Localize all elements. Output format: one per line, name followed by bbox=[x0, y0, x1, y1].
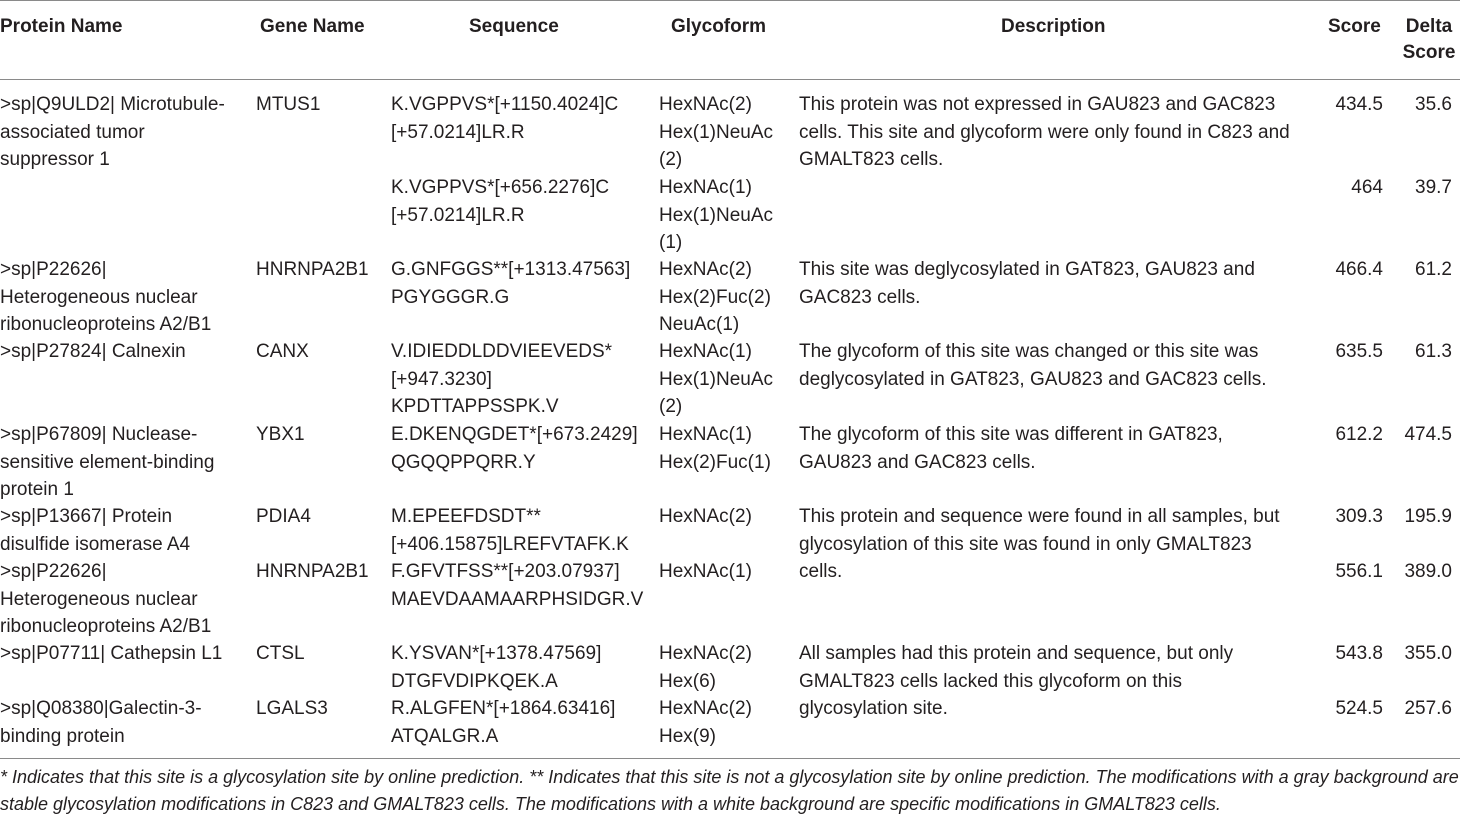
description-cell-line: All samples had this protein and sequence, but only bbox=[799, 643, 1234, 664]
protein-name-cell-line: Heterogeneous nuclear bbox=[0, 286, 198, 308]
glycoform-cell bbox=[659, 503, 794, 531]
sequence-cell-line: V.IDIEDDLDDVIEEVEDS* bbox=[391, 341, 613, 362]
delta-score-cell: 389.0 bbox=[1404, 561, 1452, 582]
footnote-line-2: stable glycosylation modifications in C823 and GMALT823 cells. The modifications with a white background are specific modifications in GMALT823 cells. bbox=[0, 794, 1221, 814]
header-gene-name: Gene Name bbox=[260, 16, 365, 37]
glycoform-cell-line: Hex(6) bbox=[659, 670, 717, 692]
top-rule bbox=[0, 0, 1460, 1]
sequence-cell-line: R.ALGFEN*[+1864.63416] bbox=[391, 698, 616, 719]
score-cell: 464 bbox=[1351, 177, 1383, 198]
sequence-cell-line: K.YSVAN*[+1378.47569] bbox=[391, 643, 602, 664]
score-cell: 612.2 bbox=[1335, 424, 1383, 445]
glycoform-cell-line: HexNAc(1) bbox=[659, 177, 752, 198]
description-cell bbox=[799, 338, 1319, 393]
sequence-cell-line: E.DKENQGDET*[+673.2429] bbox=[391, 424, 638, 445]
sequence-cell-line: M.EPEEFDSDT** bbox=[391, 506, 541, 527]
description-cell-line: glycosylation site. bbox=[799, 698, 948, 719]
sequence-cell-line: QGQQPPQRR.Y bbox=[391, 451, 536, 473]
glycoform-cell-line: Hex(9) bbox=[659, 725, 717, 747]
sequence-cell-line: KPDTTAPPSSPK.V bbox=[391, 396, 559, 417]
bottom-rule bbox=[0, 758, 1460, 759]
description-cell-line: cells. bbox=[799, 561, 843, 582]
glycoform-cell bbox=[659, 174, 794, 257]
gene-name-cell: HNRNPA2B1 bbox=[256, 561, 369, 582]
gene-name-cell: LGALS3 bbox=[256, 698, 328, 719]
description-cell-line: GMALT823 cells lacked this glycoform on this bbox=[799, 670, 1182, 692]
glycoform-cell-line: Hex(2)Fuc(1) bbox=[659, 451, 771, 473]
protein-name-cell bbox=[0, 421, 250, 504]
sequence-cell-line: K.VGPPVS*[+656.2276]C bbox=[391, 177, 610, 198]
glycoform-cell-line: Hex(1)NeuAc bbox=[659, 121, 774, 143]
protein-name-cell-line: >sp|P07711| Cathepsin L1 bbox=[0, 643, 223, 664]
delta-score-cell: 61.3 bbox=[1415, 341, 1452, 362]
glycoform-cell-line: Hex(1)NeuAc bbox=[659, 368, 774, 390]
score-cell: 309.3 bbox=[1335, 506, 1383, 527]
protein-name-cell bbox=[0, 558, 250, 641]
glycoform-cell bbox=[659, 421, 794, 476]
glycoform-cell-line: HexNAc(2) bbox=[659, 259, 752, 280]
protein-name-cell bbox=[0, 256, 250, 339]
protein-name-cell-line: >sp|Q9ULD2| Microtubule- bbox=[0, 94, 225, 115]
header-description: Description bbox=[1001, 16, 1106, 37]
header-protein-name: Protein Name bbox=[0, 16, 123, 37]
sequence-cell-line: K.VGPPVS*[+1150.4024]C bbox=[391, 94, 619, 115]
description-cell-line: GAC823 cells. bbox=[799, 286, 921, 308]
protein-name-cell-line: >sp|Q08380|Galectin-3- bbox=[0, 698, 202, 719]
protein-name-cell-line: Heterogeneous nuclear bbox=[0, 588, 198, 610]
sequence-cell-line: [+947.3230] bbox=[391, 368, 492, 390]
glycoform-cell bbox=[659, 256, 794, 339]
protein-name-cell-line: ribonucleoproteins A2/B1 bbox=[0, 616, 212, 637]
description-cell-line: cells. This site and glycoform were only found in C823 and bbox=[799, 121, 1290, 143]
glycoform-cell-line: HexNAc(1) bbox=[659, 341, 752, 362]
header-sequence: Sequence bbox=[469, 16, 559, 37]
glycoform-cell-line: HexNAc(1) bbox=[659, 561, 752, 582]
glycoform-cell-line: (2) bbox=[659, 149, 683, 170]
sequence-cell-line: PGYGGGR.G bbox=[391, 286, 510, 308]
sequence-cell-line: MAEVDAAMAARPHSIDGR.V bbox=[391, 588, 644, 610]
protein-name-cell-line: disulfide isomerase A4 bbox=[0, 533, 191, 555]
glycoform-cell-line: HexNAc(2) bbox=[659, 94, 752, 115]
description-cell-line: This protein and sequence were found in all samples, but bbox=[799, 506, 1280, 527]
glycoform-cell-line: HexNAc(2) bbox=[659, 643, 752, 664]
delta-score-cell: 474.5 bbox=[1404, 424, 1452, 445]
header-score: Score bbox=[1328, 16, 1381, 37]
header-delta-line-1: Delta bbox=[1405, 16, 1453, 37]
protein-name-cell-line: >sp|P67809| Nuclease- bbox=[0, 424, 198, 445]
glycoform-cell bbox=[659, 91, 794, 174]
header-delta-line-2: Score bbox=[1402, 42, 1456, 63]
sequence-cell bbox=[391, 503, 653, 558]
protein-name-cell-line: suppressor 1 bbox=[0, 149, 110, 170]
delta-score-cell: 355.0 bbox=[1404, 643, 1452, 664]
protein-name-cell-line: binding protein bbox=[0, 725, 125, 747]
delta-score-cell: 257.6 bbox=[1404, 698, 1452, 719]
score-cell: 556.1 bbox=[1335, 561, 1383, 582]
score-cell: 434.5 bbox=[1335, 94, 1383, 115]
sequence-cell bbox=[391, 558, 653, 613]
gene-name-cell: CANX bbox=[256, 341, 309, 362]
description-cell-line: glycosylation of this site was found in only GMALT823 bbox=[799, 533, 1252, 555]
glycoform-cell bbox=[659, 558, 794, 586]
glycoform-cell-line: NeuAc(1) bbox=[659, 314, 740, 335]
delta-score-cell: 61.2 bbox=[1415, 259, 1452, 280]
protein-name-cell-line: ribonucleoproteins A2/B1 bbox=[0, 314, 212, 335]
gene-name-cell: HNRNPA2B1 bbox=[256, 259, 369, 280]
protein-name-cell bbox=[0, 695, 250, 750]
sequence-cell-line: [+57.0214]LR.R bbox=[391, 121, 525, 143]
score-cell: 543.8 bbox=[1335, 643, 1383, 664]
protein-name-cell bbox=[0, 91, 250, 174]
delta-score-cell: 39.7 bbox=[1415, 177, 1452, 198]
gene-name-cell: PDIA4 bbox=[256, 506, 311, 527]
description-cell bbox=[799, 421, 1319, 476]
glycoform-cell-line: HexNAc(2) bbox=[659, 506, 752, 527]
glycoform-cell-line: HexNAc(1) bbox=[659, 424, 752, 445]
gene-name-cell: CTSL bbox=[256, 643, 305, 664]
glycoform-cell-line: (1) bbox=[659, 232, 683, 253]
glycoform-cell bbox=[659, 640, 794, 695]
glycoform-cell-line: (2) bbox=[659, 396, 683, 417]
sequence-cell bbox=[391, 695, 653, 750]
sequence-cell bbox=[391, 338, 653, 421]
description-cell bbox=[799, 256, 1319, 311]
description-cell-line: The glycoform of this site was changed or this site was bbox=[799, 341, 1259, 362]
protein-name-cell-line: >sp|P13667| Protein bbox=[0, 506, 173, 527]
delta-score-cell: 35.6 bbox=[1415, 94, 1452, 115]
footnote-line-1: * Indicates that this site is a glycosylation site by online prediction. ** Indicates that this site is not a glycosylation site by online prediction. The modifications with a gray background are bbox=[0, 767, 1459, 787]
protein-name-cell-line: associated tumor bbox=[0, 121, 145, 143]
protein-name-cell-line: protein 1 bbox=[0, 479, 74, 500]
description-cell-line: This protein was not expressed in GAU823 and GAC823 bbox=[799, 94, 1276, 115]
description-cell-line: GAU823 and GAC823 cells. bbox=[799, 451, 1036, 473]
header-delta-score bbox=[1398, 14, 1460, 66]
score-cell: 524.5 bbox=[1335, 698, 1383, 719]
description-cell bbox=[799, 91, 1319, 174]
sequence-cell-line: [+406.15875]LREFVTAFK.K bbox=[391, 533, 629, 555]
sequence-cell bbox=[391, 174, 653, 229]
sequence-cell-line: G.GNFGGS**[+1313.47563] bbox=[391, 259, 631, 280]
sequence-cell-line: ATQALGR.A bbox=[391, 725, 499, 747]
description-cell bbox=[799, 640, 1319, 723]
protein-name-cell-line: >sp|P22626| bbox=[0, 259, 107, 280]
glycoform-cell-line: HexNAc(2) bbox=[659, 698, 752, 719]
sequence-cell bbox=[391, 91, 653, 146]
sequence-cell bbox=[391, 256, 653, 311]
description-cell bbox=[799, 503, 1319, 586]
description-cell-line: GMALT823 cells. bbox=[799, 149, 944, 170]
protein-name-cell-line: >sp|P27824| Calnexin bbox=[0, 341, 186, 362]
glycoform-cell-line: Hex(1)NeuAc bbox=[659, 204, 774, 226]
sequence-cell-line: DTGFVDIPKQEK.A bbox=[391, 670, 558, 692]
score-cell: 635.5 bbox=[1335, 341, 1383, 362]
delta-score-cell: 195.9 bbox=[1404, 506, 1452, 527]
protein-name-cell-line: >sp|P22626| bbox=[0, 561, 107, 582]
header-rule bbox=[0, 79, 1460, 80]
sequence-cell bbox=[391, 640, 653, 695]
sequence-cell bbox=[391, 421, 653, 476]
score-cell: 466.4 bbox=[1335, 259, 1383, 280]
protein-name-cell bbox=[0, 640, 250, 668]
sequence-cell-line: [+57.0214]LR.R bbox=[391, 204, 525, 226]
gene-name-cell: MTUS1 bbox=[256, 94, 321, 115]
glycoform-cell bbox=[659, 695, 794, 750]
glycoform-cell-line: Hex(2)Fuc(2) bbox=[659, 286, 771, 308]
sequence-cell-line: F.GFVTFSS**[+203.07937] bbox=[391, 561, 620, 582]
header-glycoform: Glycoform bbox=[671, 16, 767, 37]
protein-name-cell bbox=[0, 338, 250, 366]
description-cell-line: deglycosylated in GAT823, GAU823 and GAC823 cells. bbox=[799, 368, 1267, 390]
gene-name-cell: YBX1 bbox=[256, 424, 305, 445]
glycoform-cell bbox=[659, 338, 794, 421]
description-cell-line: The glycoform of this site was different in GAT823, bbox=[799, 424, 1223, 445]
footnote bbox=[0, 764, 1460, 818]
description-cell-line: This site was deglycosylated in GAT823, GAU823 and bbox=[799, 259, 1255, 280]
protein-name-cell-line: sensitive element-binding bbox=[0, 451, 215, 473]
protein-name-cell bbox=[0, 503, 250, 558]
